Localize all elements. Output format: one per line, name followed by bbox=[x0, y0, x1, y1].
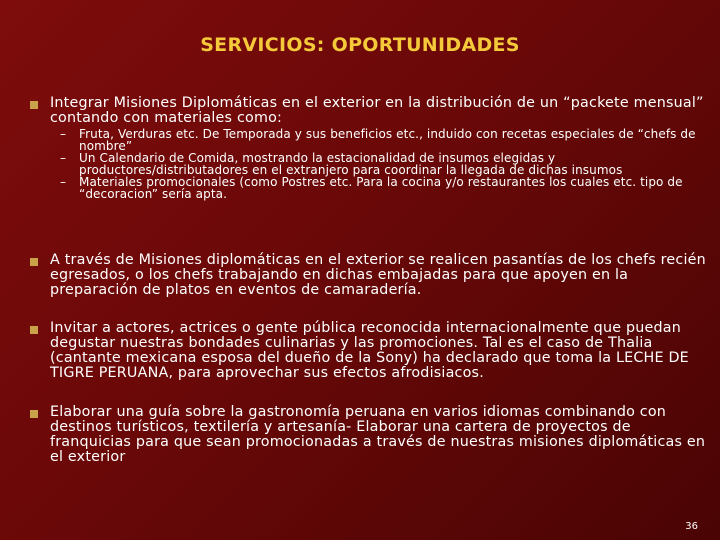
slide-title: SERVICIOS: OPORTUNIDADES bbox=[200, 34, 520, 56]
square-bullet-icon bbox=[30, 326, 38, 334]
bullet-item bbox=[30, 96, 710, 126]
sub-item-text: Un Calendario de Comida, mostrando la estacionalidad de insumos elegidas y productores/distributadores en el extranjero para coordinar la llegada de dichas insumos bbox=[79, 151, 623, 177]
bullet-text: Invitar a actores, actrices o gente pública reconocida internacionalmente que puedan degustar nuestras bondades culinarias y las promociones. Tal es el caso de Thalia (cantante mexicana esposa del dueño de la Sony) ha declarado que toma la LECHE DE TIGRE PERUANA, para aprovechar sus efectos afrodisiacos. bbox=[50, 320, 689, 381]
bullet-text: Elaborar una guía sobre la gastronomía peruana en varios idiomas combinando con destinos turísticos, textilería y artesanía- Elaborar una cartera de proyectos de franquicias para que sean promocionadas a través de nuestras misiones diplomáticas en el exterior bbox=[50, 404, 706, 465]
bullet-item bbox=[30, 405, 710, 465]
bullet-text: Integrar Misiones Diplomáticas en el exterior en la distribución de un “packete mensual” contando con materiales como: bbox=[50, 95, 704, 126]
sub-item-text: Fruta, Verduras etc. De Temporada y sus beneficios etc., induido con recetas especiales de “chefs de nombre” bbox=[79, 127, 696, 153]
bullet-item bbox=[30, 321, 710, 381]
sub-item bbox=[60, 176, 700, 200]
sub-item bbox=[60, 128, 700, 152]
bullet-text: A través de Misiones diplomáticas en el exterior se realicen pasantías de los chefs recién egresados, o los chefs trabajando en dichas embajadas para que apoyen en la preparación de platos en eventos de camaradería. bbox=[50, 252, 706, 298]
sub-item-text: Materiales promocionales (como Postres etc. Para la cocina y/o restaurantes los cuales etc. tipo de “decoracion” sería apta. bbox=[79, 175, 683, 201]
dash-marker: – bbox=[60, 127, 66, 141]
sub-item bbox=[60, 152, 700, 176]
dash-marker: – bbox=[60, 151, 66, 165]
square-bullet-icon bbox=[30, 258, 38, 266]
dash-marker: – bbox=[60, 175, 66, 189]
square-bullet-icon bbox=[30, 101, 38, 109]
page-number: 36 bbox=[685, 521, 698, 532]
sub-list bbox=[60, 128, 700, 200]
bullet-item bbox=[30, 253, 710, 298]
square-bullet-icon bbox=[30, 410, 38, 418]
